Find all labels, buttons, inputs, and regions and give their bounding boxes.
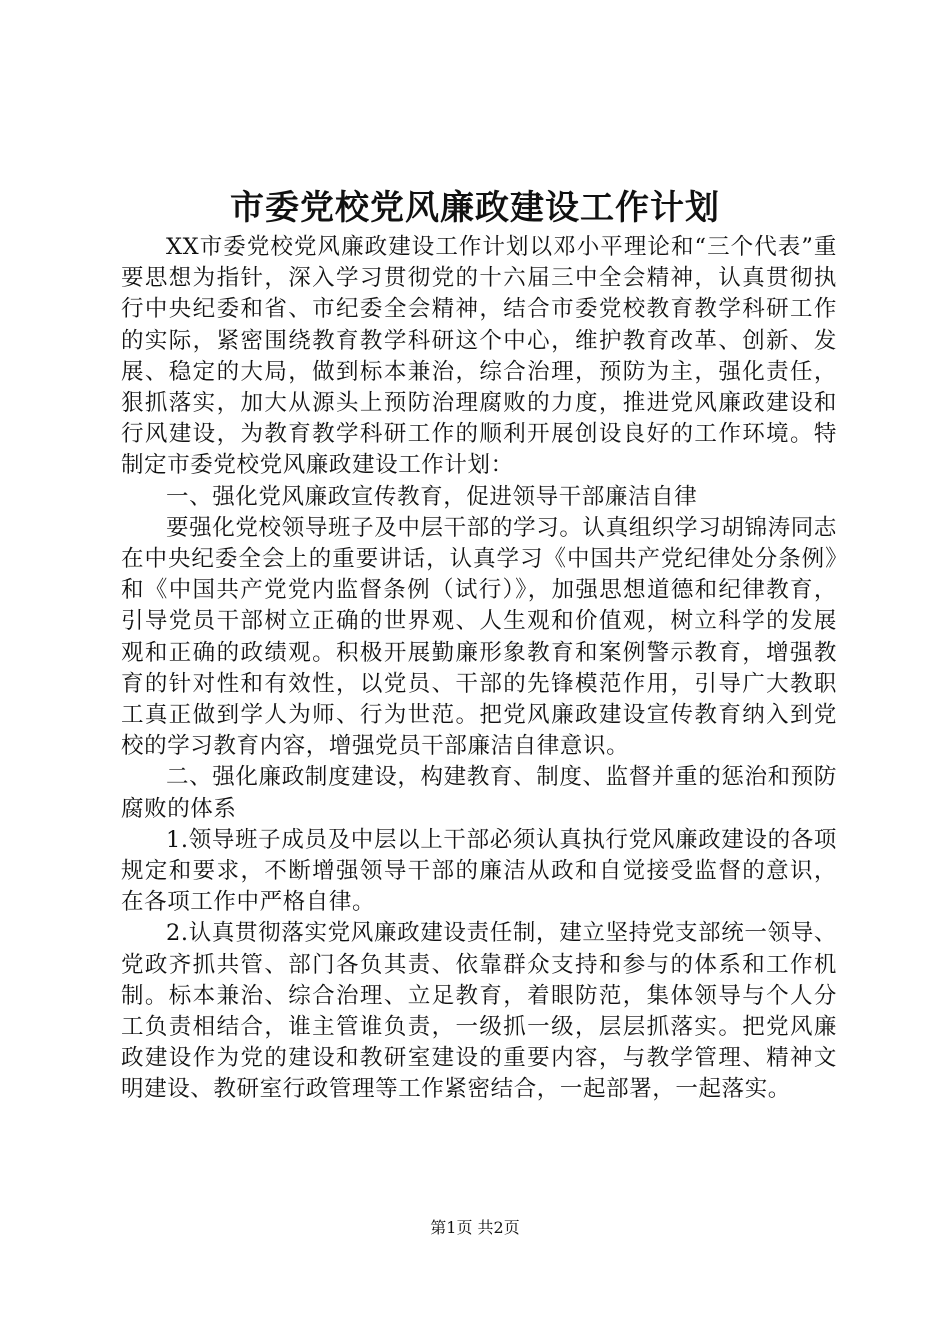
document-body [121,232,837,1106]
section-2-item-2: 2.认真贯彻落实党风廉政建设责任制，建立坚持党支部统一领导、党政齐抓共管、部门各负其责、依靠群众支持和参与的体系和工作机制。标本兼治、综合治理、立足教育，着眼防范，集体领导与个人分工负责相结合，谁主管谁负责，一级抓一级，层层抓落实。把党风廉政建设作为党的建设和教研室建设的重要内容，与教学管理、精神文明建设、教研室行政管理等工作紧密结合，一起部署，一起落实。 [121,920,837,1103]
section-2-item-1: 1.领导班子成员及中层以上干部必须认真执行党风廉政建设的各项规定和要求，不断增强领导干部的廉洁从政和自觉接受监督的意识，在各项工作中严格自律。 [121,826,837,916]
section-heading-1: 一、强化党风廉政宣传教育，促进领导干部廉洁自律 [166,483,698,510]
section-1-paragraph: 要强化党校领导班子及中层干部的学习。认真组织学习胡锦涛同志在中央纪委全会上的重要讲话，认真学习《中国共产党纪律处分条例》和《中国共产党党内监督条例（试行）》，加强思想道德和纪律教育，引导党员干部树立正确的世界观、人生观和价值观，树立科学的发展观和正确的政绩观。积极开展勤廉形象教育和案例警示教育，增强教育的针对性和有效性，以党员、干部的先锋模范作用，引导广大教职工真正做到学人为师、行为世范。把党风廉政建设宣传教育纳入到党校的学习教育内容，增强党员干部廉洁自律意识。 [121,514,837,760]
document-title: 市委党校党风廉政建设工作计划 [230,188,720,228]
intro-paragraph: XX市委党校党风廉政建设工作计划以邓小平理论和“三个代表”重要思想为指针，深入学习贯彻党的十六届三中全会精神，认真贯彻执行中央纪委和省、市纪委全会精神，结合市委党校教育教学科研工作的实际，紧密围绕教育教学科研这个中心，维护教育改革、创新、发展、稳定的大局，做到标本兼治，综合治理，预防为主，强化责任，狠抓落实，加大从源头上预防治理腐败的力度，推进党风廉政建设和行风建设，为教育教学科研工作的顺利开展创设良好的工作环境。特制定市委党校党风廉政建设工作计划： [121,234,837,479]
section-heading-2: 二、强化廉政制度建设，构建教育、制度、监督并重的惩治和预防腐败的体系 [121,764,837,822]
page-number-footer: 第1页 共2页 [430,1218,520,1237]
